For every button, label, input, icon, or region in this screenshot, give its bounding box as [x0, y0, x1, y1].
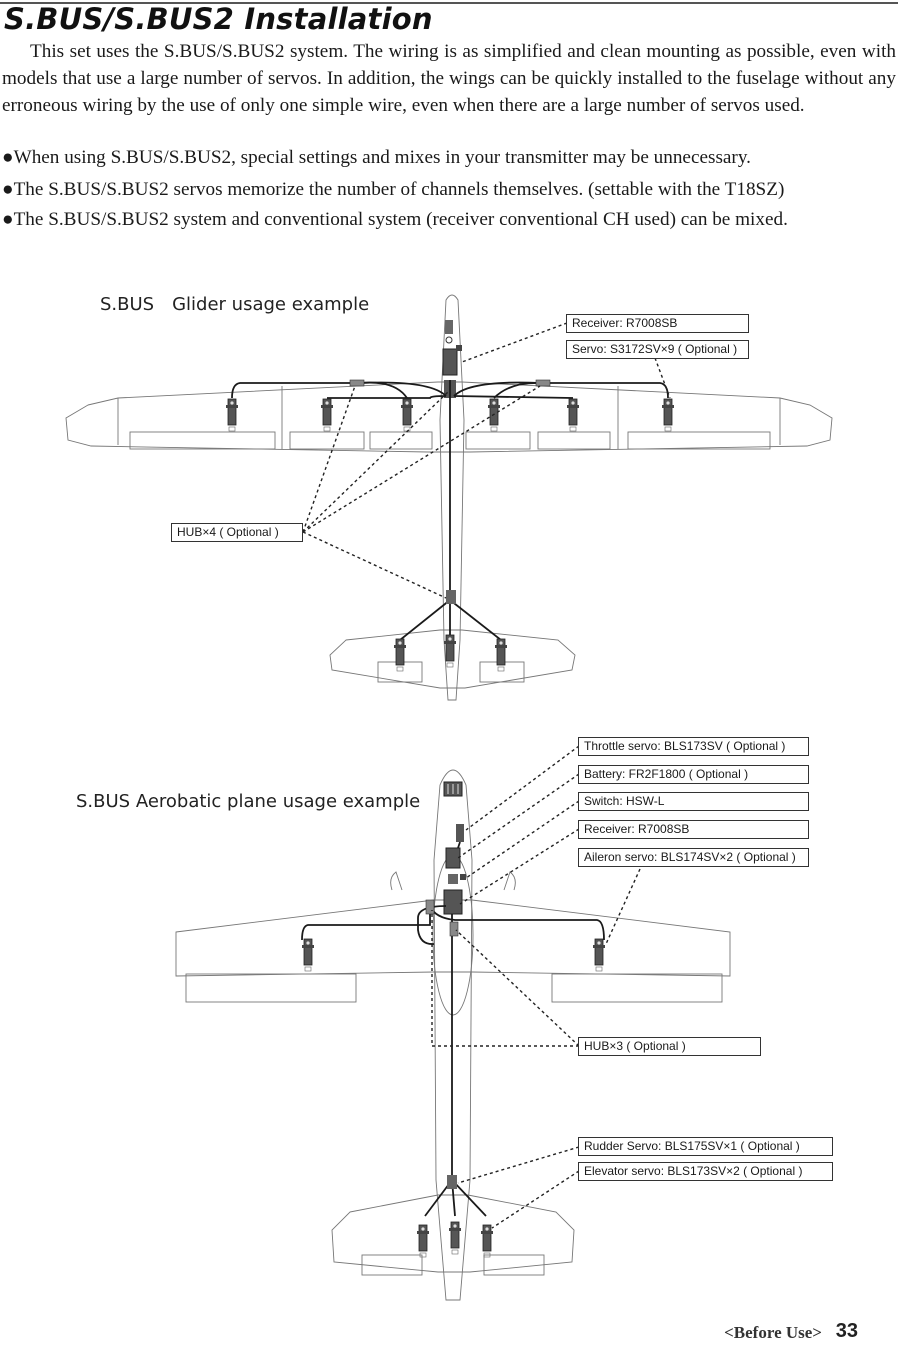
servo-icon — [662, 399, 674, 431]
servo-icon — [417, 1225, 429, 1257]
glider-diagram-label: S.BUS Glider usage example — [100, 294, 370, 315]
callout-hub: HUB×3 ( Optional ) — [578, 1037, 761, 1056]
callout-switch: Switch: HSW-L — [578, 792, 809, 811]
callout-aileron-servo: Aileron servo: BLS174SV×2 ( Optional ) — [578, 848, 809, 867]
bullet-item: ●When using S.BUS/S.BUS2, special settings and mixes in your transmitter may be unnecessary. — [2, 147, 751, 168]
intro-paragraph: This set uses the S.BUS/S.BUS2 system. The wiring is as simplified and clean mounting as possible, even with models that use a large number of servos. In addition, the wings can be quickly installed to the fuselage without any erroneous wiring by the use of only one simple wire, even when there are a large number of servos used. — [2, 41, 896, 116]
aerobatic-diagram-label: S.BUS Aerobatic plane usage example — [76, 791, 421, 812]
aerobatic-diagram — [0, 730, 898, 1310]
page-title: S.BUS/S.BUS2 Installation — [4, 2, 433, 36]
callout-servo: Servo: S3172SV×9 ( Optional ) — [566, 340, 749, 359]
servo-icon — [481, 1225, 493, 1257]
servo-icon — [495, 639, 507, 671]
servo-icon — [567, 399, 579, 431]
callout-throttle-servo: Throttle servo: BLS173SV ( Optional ) — [578, 737, 809, 756]
servo-icon — [321, 399, 333, 431]
servo-icon — [593, 939, 605, 971]
page-number: 33 — [835, 1320, 858, 1342]
footer-section-label: <Before Use> — [724, 1323, 822, 1342]
servo-icon — [401, 399, 413, 431]
callout-receiver: Receiver: R7008SB — [578, 820, 809, 839]
callout-rudder-servo: Rudder Servo: BLS175SV×1 ( Optional ) — [578, 1137, 833, 1156]
callout-battery: Battery: FR2F1800 ( Optional ) — [578, 765, 809, 784]
servo-icon — [394, 639, 406, 671]
glider-diagram — [0, 270, 898, 710]
callout-elevator-servo: Elevator servo: BLS173SV×2 ( Optional ) — [578, 1162, 833, 1181]
servo-icon — [226, 399, 238, 431]
callout-receiver: Receiver: R7008SB — [566, 314, 749, 333]
callout-hub: HUB×4 ( Optional ) — [171, 523, 303, 542]
servo-icon — [449, 1222, 461, 1254]
bullet-item: ●The S.BUS/S.BUS2 system and conventional system (receiver conventional CH used) can be mixed. — [2, 209, 788, 230]
bullet-item: ●The S.BUS/S.BUS2 servos memorize the number of channels themselves. (settable with the T18SZ) — [2, 179, 785, 200]
servo-icon — [302, 939, 314, 971]
